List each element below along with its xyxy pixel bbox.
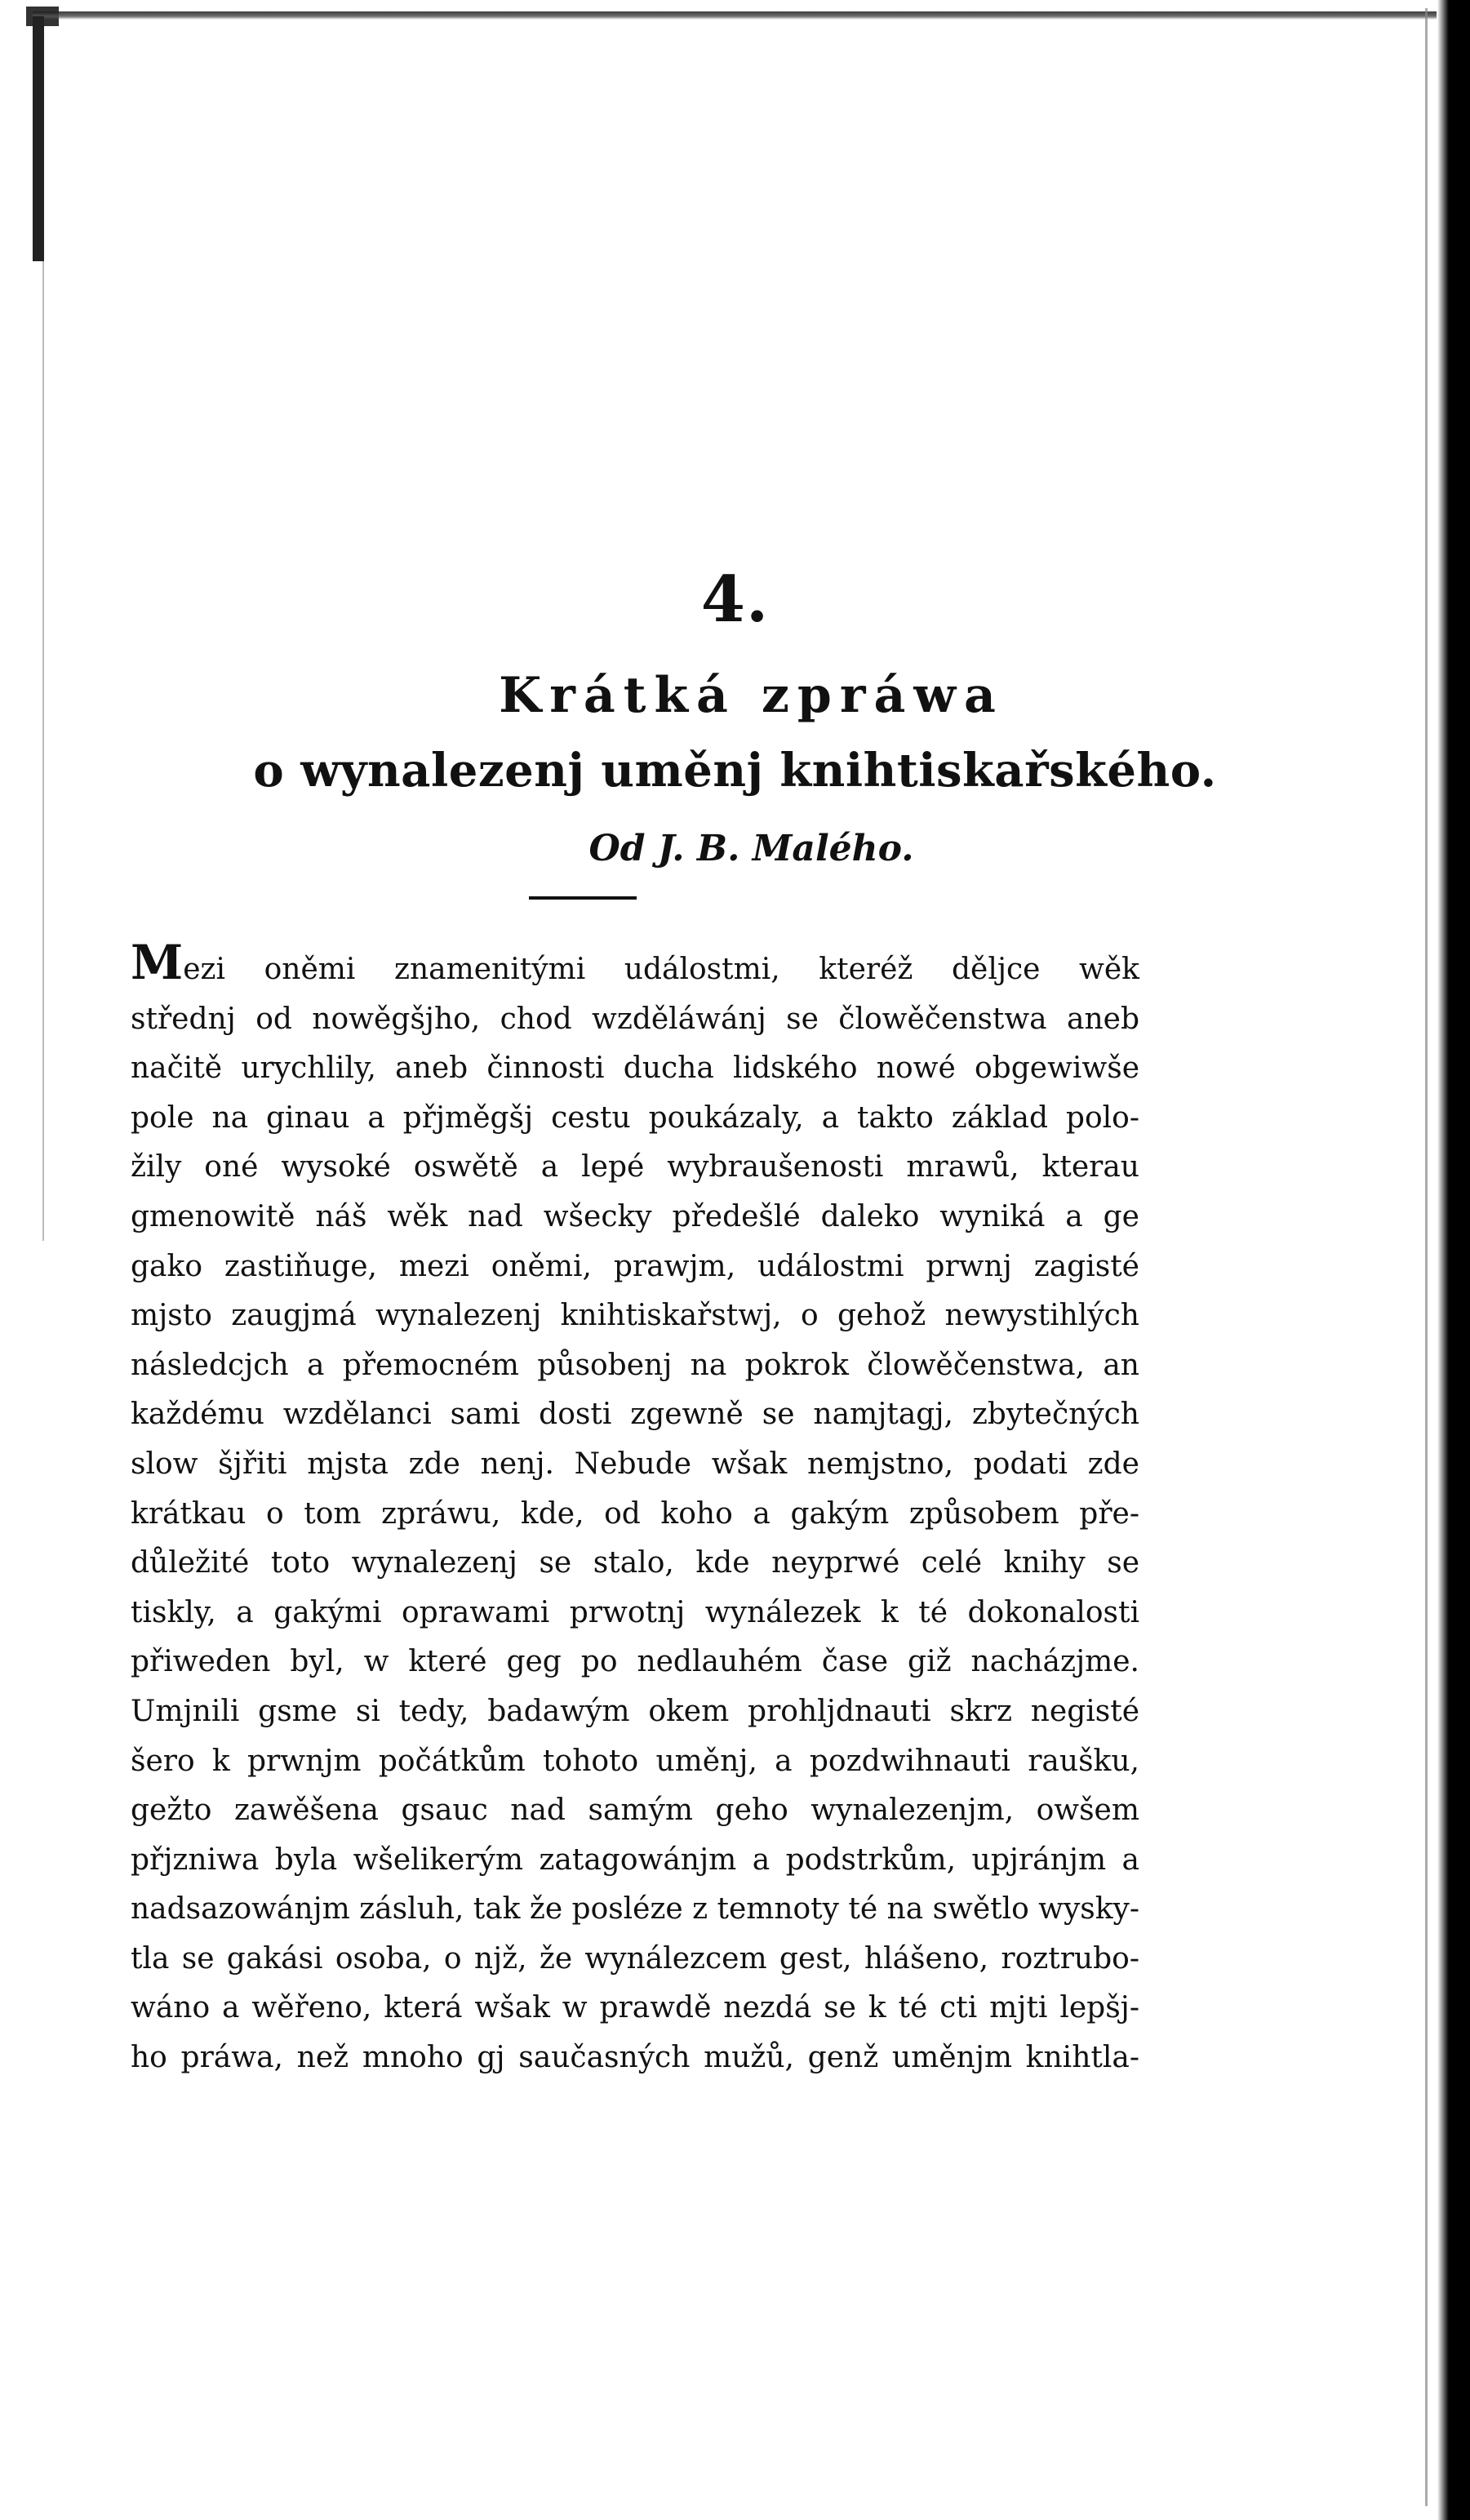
body-line: přjzniwa byla wšelikerým zatagowánjm a podstrkům, upjránjm a (131, 1842, 1139, 1877)
body-line: následcjch a přemocném působenj na pokrok člowěčenstwa, an (131, 1348, 1139, 1382)
chapter-number: 4. (700, 562, 770, 637)
title-line-2: o wynalezenj uměnj knihtiskařského. (253, 744, 1217, 798)
scan-edge-right (1437, 0, 1470, 2520)
body-line: slow šjřiti mjsta zde nenj. Nebude wšak nemjstno, podati zde (131, 1447, 1139, 1481)
body-line: tla se gakási osoba, o njž, že wynálezcem gest, hlášeno, roztrubo- (131, 1941, 1139, 1976)
body-line: nadsazowánjm zásluh, tak že posléze z temnoty té na swětlo wysky- (131, 1892, 1139, 1927)
body-line: šero k prwnjm počátkům tohoto uměnj, a pozdwihnauti raušku, (131, 1744, 1139, 1778)
body-line: střednj od nowěgšjho, chod wzděláwánj se člowěčenstwa aneb (131, 1002, 1139, 1036)
body-line: tiskly, a gakými oprawami prwotnj wynálezek k té dokonalosti (131, 1595, 1139, 1629)
body-line: gežto zawěšena gsauc nad samým geho wynalezenjm, owšem (131, 1793, 1139, 1828)
scan-edge-left (33, 16, 44, 261)
body-line: mjsto zaugjmá wynalezenj knihtiskařstwj, o gehož newystihlých (131, 1299, 1139, 1333)
body-line: Mezi oněmi znamenitými událostmi, kteréž děljce wěk (131, 935, 1139, 990)
body-line: Umjnili gsme si tedy, badawým okem prohljdnauti skrz negisté (131, 1694, 1139, 1728)
title-rule (529, 896, 637, 900)
body-line: wáno a wěřeno, která wšak w prawdě nezdá se k té cti mjti lepšj- (131, 1991, 1139, 2025)
body-line: žily oné wysoké oswětě a lepé wybraušenosti mrawů, kterau (131, 1150, 1139, 1184)
title-line-1: Krátká zpráwa (499, 667, 1004, 724)
body-line: gako zastiňuge, mezi oněmi, prawjm, událostmi prwnj zagisté (131, 1249, 1139, 1283)
body-line: každému wzdělanci sami dosti zgewně se namjtagj, zbytečných (131, 1398, 1139, 1432)
body-text (131, 935, 1139, 2083)
body-line: ho práwa, než mnoho gj saučasných mužů, genž uměnjm knihtla- (131, 2041, 1139, 2075)
body-line: pole na ginau a přjměgšj cestu poukázaly, a takto základ polo- (131, 1100, 1139, 1135)
body-line: přiweden byl, w které geg po nedlauhém čase giž nacházjme. (131, 1645, 1139, 1679)
author-byline: Od J. B. Malého. (588, 828, 914, 869)
body-line: gmenowitě náš wěk nad wšecky předešlé daleko wyniká a ge (131, 1199, 1139, 1233)
body-line: krátkau o tom zpráwu, kde, od koho a gakým způsobem pře- (131, 1496, 1139, 1531)
scan-edge-right-inner (1425, 8, 1428, 2506)
body-line: načitě urychlily, aneb činnosti ducha lidského nowé obgewiwše (131, 1051, 1139, 1086)
initial-letter: M (131, 935, 184, 990)
body-line: důležité toto wynalezenj se stalo, kde neyprwé celé knihy se (131, 1546, 1139, 1580)
scan-edge-top (33, 11, 1437, 20)
